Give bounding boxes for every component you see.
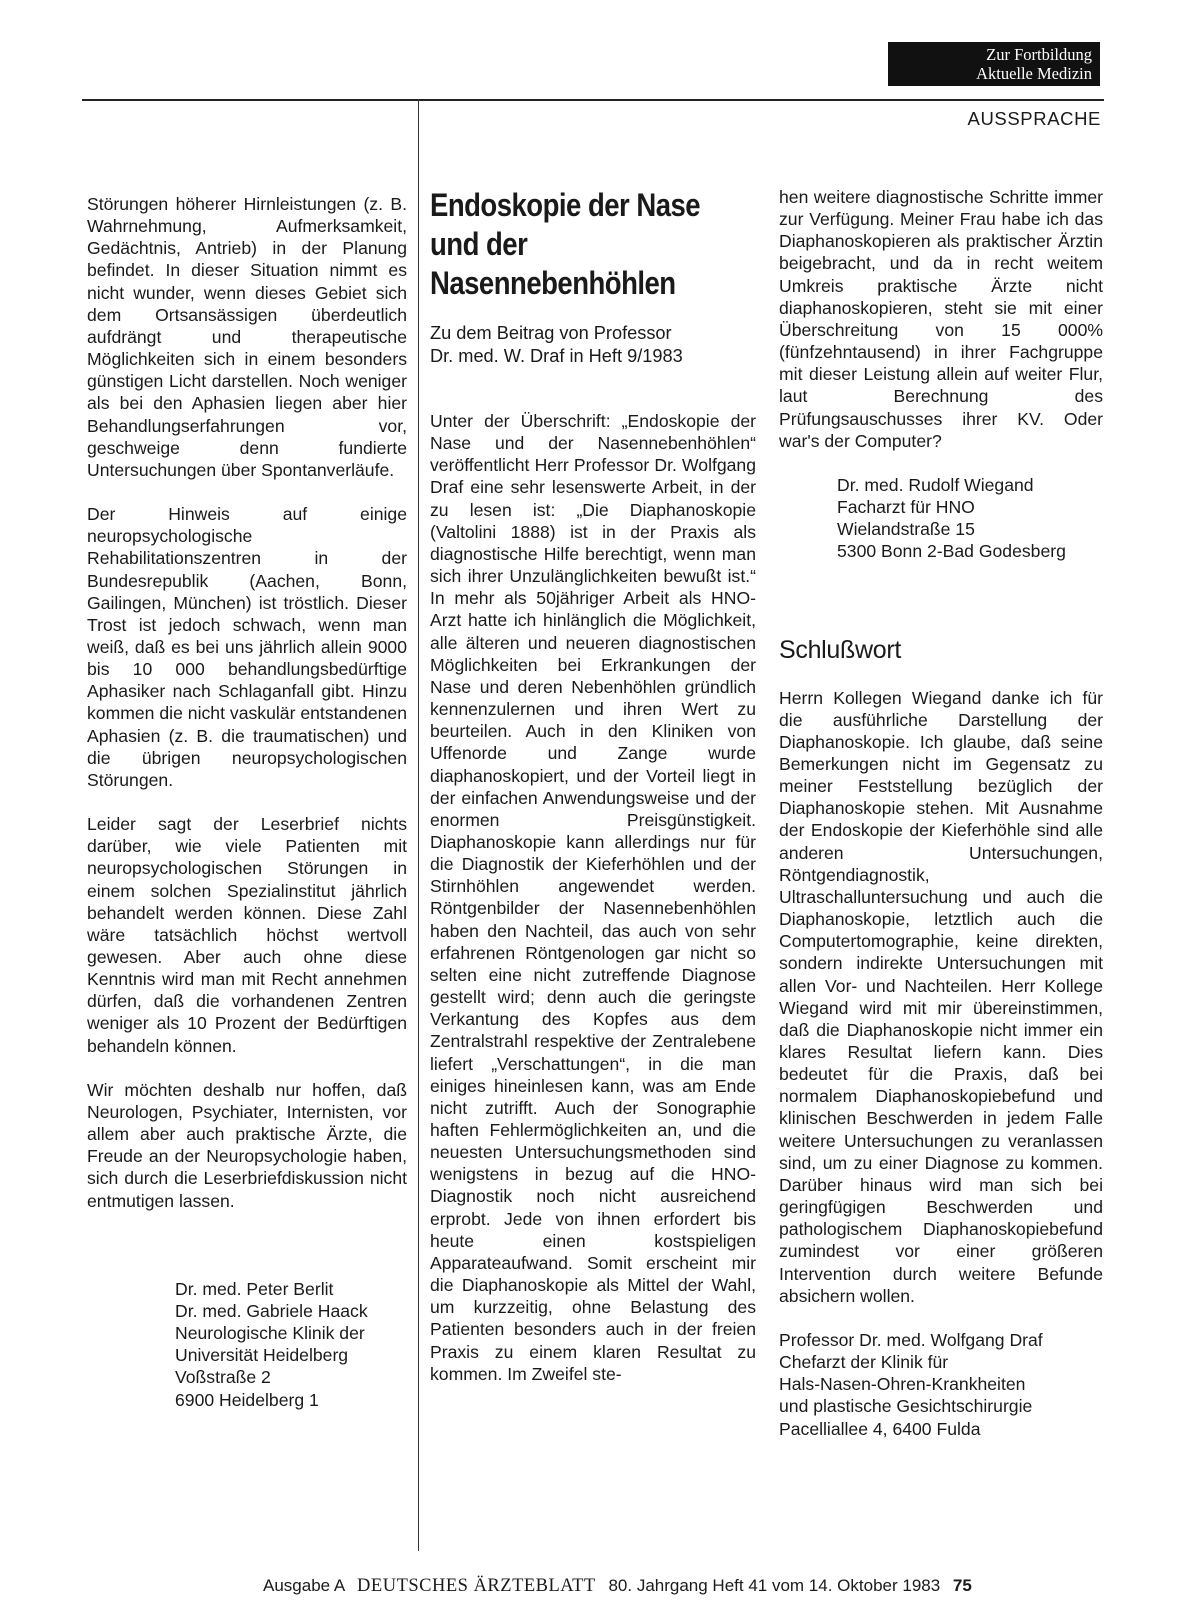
reply-heading: Schlußwort [779, 635, 902, 664]
footer-magazine: DEUTSCHES ÄRZTEBLATT [357, 1576, 596, 1596]
letter-continuation: hen weitere diagnostische Schritte immer zur Verfügung. Meiner Frau habe ich das Diaphanoskopieren als praktischer Ärztin beigebracht, und da in recht weitem Umkreis praktische Ärzte nicht diaphanoskopieren, steht sie mit einer Überschreitung von 15 000% (fünfzehntausend) in ihrer Fachgruppe mit dieser Leistung allein auf weiter Flur, laut Berechnung des Prüfungsauschusses ihrer KV. Oder war's der Computer? [779, 187, 1103, 451]
footer-issue: 80. Jahrgang Heft 41 vom 14. Oktober 1983 [608, 1576, 941, 1595]
signature-line: Pacelliallee 4, 6400 Fulda [779, 1418, 981, 1439]
title-line: Nasennebenhöhlen [430, 265, 676, 301]
signature-line: Chefarzt der Klinik für [779, 1352, 949, 1373]
badge-line-2: Aktuelle Medizin [976, 64, 1092, 83]
body-paragraph: Der Hinweis auf einige neuropsychologische Rehabilitationszentren in der Bundesrepublik (Aachen, Bonn, Gailingen, München) ist tröstlich. Dieser Trost ist jedoch schwach, wenn man weiß, daß es bei uns jährlich allein 9000 bis 10 000 behandlungsbedürftige Aphasiker nach Schlaganfall gibt. Hinzu kommen die nicht vaskulär entstandenen Aphasien (z. B. die traumatischen) und die übrigen neuropsychologischen Störungen. [87, 504, 407, 790]
signature-line: Facharzt für HNO [837, 497, 975, 518]
section-badge [888, 42, 1100, 86]
signature-line: Dr. med. Peter Berlit [175, 1278, 334, 1299]
column-1 [87, 193, 407, 1411]
body-paragraph: Störungen höherer Hirnleistungen (z. B. Wahrnehmung, Aufmerksamkeit, Gedächtnis, Antrieb) in der Planung befindet. In dieser Situation nimmt es nicht wunder, wenn dieses Gebiet sich dem Ortsansässigen überdeutlich aufdrängt und therapeutische Möglichkeiten sich in einem besonders günstigen Licht darstellen. Noch weniger als bei den Aphasien liegen aber hier Behandlungserfahrungen vor, geschweige denn fundierte Untersuchungen über Spontanverläufe. [87, 194, 407, 480]
footer-edition: Ausgabe A [263, 1576, 345, 1595]
signature-line: und plastische Gesichtschirurgie [779, 1396, 1033, 1417]
subtitle-line: Zu dem Beitrag von Professor [430, 323, 672, 343]
signature-line: 5300 Bonn 2-Bad Godesberg [837, 541, 1066, 562]
header-rule [82, 99, 1104, 101]
signature-line: Hals-Nasen-Ohren-Krankheiten [779, 1374, 1026, 1395]
body-paragraph: Leider sagt der Leserbrief nichts darüber, wie viele Patienten mit neuropsychologischen Störungen in einem solchen Spezialinstitut jährlich behandelt werden können. Diese Zahl wäre tatsächlich höchst wertvoll gewesen. Aber auch ohne diese Kenntnis wird man mit Recht annehmen dürfen, daß die vorhandenen Zentren weniger als 10 Prozent der Bedürftigen behandeln können. [87, 814, 407, 1056]
signature-line: Professor Dr. med. Wolfgang Draf [779, 1329, 1043, 1350]
column-2 [430, 186, 756, 1385]
column-divider [418, 99, 419, 1551]
article-title [430, 186, 757, 303]
signature-line: Dr. med. Rudolf Wiegand [837, 474, 1034, 495]
signature-line: Dr. med. Gabriele Haack [175, 1300, 368, 1321]
signature-line: Voßstraße 2 [175, 1367, 271, 1388]
signature-line: Neurologische Klinik der [175, 1323, 365, 1344]
section-label: AUSSPRACHE [967, 108, 1101, 129]
author-signature [87, 1278, 407, 1411]
page-number: 75 [952, 1576, 972, 1595]
letter-signature [779, 474, 1103, 563]
article-subtitle [430, 322, 756, 367]
subtitle-line: Dr. med. W. Draf in Heft 9/1983 [430, 345, 683, 366]
letter-body: Unter der Überschrift: „Endoskopie der Nase und der Nasennebenhöhlen“ veröffentlicht Herr Professor Dr. Wolfgang Draf eine sehr lesenswerte Arbeit, in der zu lesen ist: „Die Diaphanoskopie (Valtolini 1888) ist in der Praxis als diagnostische Hilfe berechtigt, wenn man sich ihrer Unzulänglichkeiten bewußt ist.“ In mehr als 50jähriger Arbeit als HNO-Arzt hatte ich hinlänglich die Möglichkeit, alle älteren und neueren diagnostischen Möglichkeiten bei Erkrankungen der Nase und deren Nebenhöhlen gründlich kennenzulernen und ihren Wert zu beurteilen. Auch in den Kliniken von Uffenorde und Zange wurde diaphanoskopiert, und der Vorteil liegt in der einfachen Anwendungsweise und der enormen Preisgünstigkeit. Diaphanoskopie kann allerdings nur für die Diagnostik der Kieferhöhlen und der Stirnhöhlen angewendet werden. Röntgenbilder der Nasennebenhöhlen haben den Nachteil, das auch von sehr erfahrenen Röntgenologen gar nicht so selten eine nicht zutreffende Diagnose gestellt wird; denn auch die geringste Verkantung des Kopfes aus dem Zentralstrahl respektive der Zentralebene liefert „Verschattungen“, in die man einiges hineinlesen kann, was am Ende nicht zutrifft. Auch der Sonographie haften Fehlermöglichkeiten an, und die neuesten Untersuchungsmethoden sind wenigstens in bezug auf die HNO-Diagnostik noch nicht ausreichend erprobt. Jede von ihnen erfordert bis heute einen kostspieligen Apparateaufwand. Somit erscheint mir die Diaphanoskopie als Mittel der Wahl, um kurzzeitig, ohne Belastung des Patienten besonders auch in der freien Praxis zu einem klaren Resultat zu kommen. Im Zweifel ste- [430, 411, 756, 1384]
signature-line: Wielandstraße 15 [837, 519, 975, 540]
reply-body: Herrn Kollegen Wiegand danke ich für die ausführliche Darstellung der Diaphanoskopie. Ich glaube, daß seine Bemerkungen nicht im Gegensatz zu meiner Feststellung bezüglich der Diaphanoskopie stehen. Mit Ausnahme der Endoskopie der Kieferhöhle sind alle anderen Untersuchungen, Röntgendiagnostik, Ultraschalluntersuchung und auch die Diaphanoskopie, letztlich auch die Computertomographie, keine direkten, sondern indirekte Untersuchungen mit allen Vor- und Nachteilen. Herr Kollege Wiegand wird mit mir übereinstimmen, daß die Diaphanoskopie nicht immer ein klares Resultat liefern kann. Dies bedeutet für die Praxis, daß bei normalem Diaphanoskopiebefund und klinischen Beschwerden in jedem Falle weitere Untersuchungen zu veranlassen sind, um zu einer Diagnose zu kommen. Darüber hinaus wird man sich bei geringfügigen Beschwerden und pathologischem Diaphanoskopiebefund zumindest vor einer größeren Intervention durch weitere Befunde absichern wollen. [779, 687, 1103, 1306]
title-line: und der [430, 226, 528, 262]
badge-line-1: Zur Fortbildung [986, 45, 1092, 64]
reply-signature [779, 1329, 1103, 1440]
signature-line: 6900 Heidelberg 1 [175, 1389, 319, 1410]
title-line: Endoskopie der Nase [430, 187, 701, 223]
column-3 [779, 186, 1103, 1440]
signature-line: Universität Heidelberg [175, 1345, 349, 1366]
body-paragraph: Wir möchten deshalb nur hoffen, daß Neurologen, Psychiater, Internisten, vor allem aber auch praktische Ärzte, die Freude an der Neuropsychologie haben, sich durch die Leserbriefdiskussion nicht entmutigen lassen. [87, 1079, 407, 1211]
page-footer [263, 1576, 972, 1597]
